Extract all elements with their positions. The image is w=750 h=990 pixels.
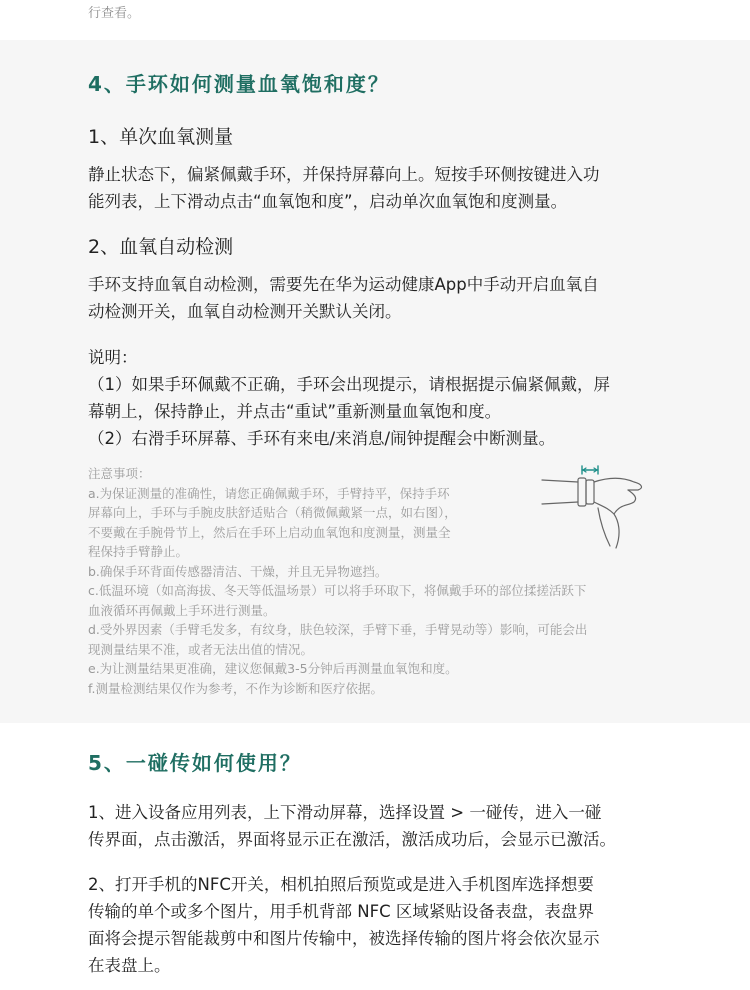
note-block [88, 344, 668, 452]
precaution-line: 现测量结果不准，或者无法出值的情况。 [88, 641, 314, 657]
section5-paragraph-2 [88, 871, 668, 979]
section4-heading: 4、手环如何测量血氧饱和度？ [88, 72, 390, 96]
note-line: 幕朝上，保持静止，并点击“重试”重新测量血氧饱和度。 [88, 402, 502, 421]
text-line: 1、进入设备应用列表，上下滑动屏幕，选择设置 > 一碰传，进入一碰 [88, 803, 602, 822]
precautions-title: 注意事项： [88, 466, 151, 481]
text-line: 传界面，点击激活，界面将显示正在激活，激活成功后，会显示已激活。 [88, 830, 616, 849]
text-line: 面将会提示智能裁剪中和图片传输中，被选择传输的图片将会依次显示 [88, 929, 600, 948]
section-one-touch-share [0, 723, 750, 990]
text-line: 传输的单个或多个图片，用手机背部 NFC 区域紧贴设备表盘，表盘界 [88, 902, 594, 921]
text-line: 在表盘上。 [88, 956, 171, 975]
note-label: 说明： [88, 348, 138, 367]
wrist-band-illustration-icon [538, 464, 658, 554]
text-line: 手环支持血氧自动检测，需要先在华为运动健康App中手动开启血氧自 [88, 275, 599, 294]
sub1-title: 1、单次血氧测量 [88, 126, 234, 148]
precaution-line: 血液循环再佩戴上手环进行测量。 [88, 602, 276, 618]
text-line: 静止状态下，偏紧佩戴手环，并保持屏幕向上。短按手环侧按键进入功 [88, 165, 600, 184]
previous-section-tail [0, 0, 750, 40]
precaution-line: 程保持手臂静止。 [88, 544, 189, 559]
precaution-line: a.为保证测量的准确性，请您正确佩戴手环，手臂持平，保持手环 [88, 485, 450, 501]
sub2-paragraph [88, 271, 668, 325]
precaution-line: 屏幕向上，手环与手腕皮肤舒适贴合（稍微佩戴紧一点，如右图）， [88, 505, 457, 520]
precaution-line: 不要戴在手腕骨节上，然后在手环上启动血氧饱和度测量，测量全 [88, 524, 451, 540]
precaution-line: d.受外界因素（手臂毛发多，有纹身，肤色较深，手臂下垂，手臂晃动等）影响，可能会出 [88, 622, 588, 637]
text-line: 动检测开关，血氧自动检测开关默认关闭。 [88, 302, 402, 321]
previous-text-fragment: 行查看。 [88, 6, 141, 21]
text-line: 能列表，上下滑动点击“血氧饱和度”，启动单次血氧饱和度测量。 [88, 192, 568, 211]
precaution-line: e.为让测量结果更准确，建议您佩戴3-5分钟后再测量血氧饱和度。 [88, 661, 458, 676]
precaution-line: b.确保手环背面传感器清洁、干燥，并且无异物遮挡。 [88, 563, 388, 579]
text-line: 2、打开手机的NFC开关，相机拍照后预览或是进入手机图库选择想要 [88, 875, 594, 894]
sub1-paragraph [88, 161, 668, 215]
section5-paragraph-1 [88, 799, 668, 853]
section-blood-oxygen [0, 40, 750, 723]
note-line: （2）右滑手环屏幕、手环有来电/来消息/闹钟提醒会中断测量。 [88, 429, 556, 448]
precaution-line: c.低温环境（如高海拔、冬天等低温场景）可以将手环取下，将佩戴手环的部位揉搓活跃下 [88, 583, 587, 598]
note-line: （1）如果手环佩戴不正确，手环会出现提示，请根据提示偏紧佩戴，屏 [88, 375, 610, 394]
section5-heading: 5、一碰传如何使用？ [88, 751, 302, 775]
precaution-line: f.测量检测结果仅作为参考，不作为诊断和医疗依据。 [88, 680, 383, 696]
sub2-title: 2、血氧自动检测 [88, 236, 234, 258]
